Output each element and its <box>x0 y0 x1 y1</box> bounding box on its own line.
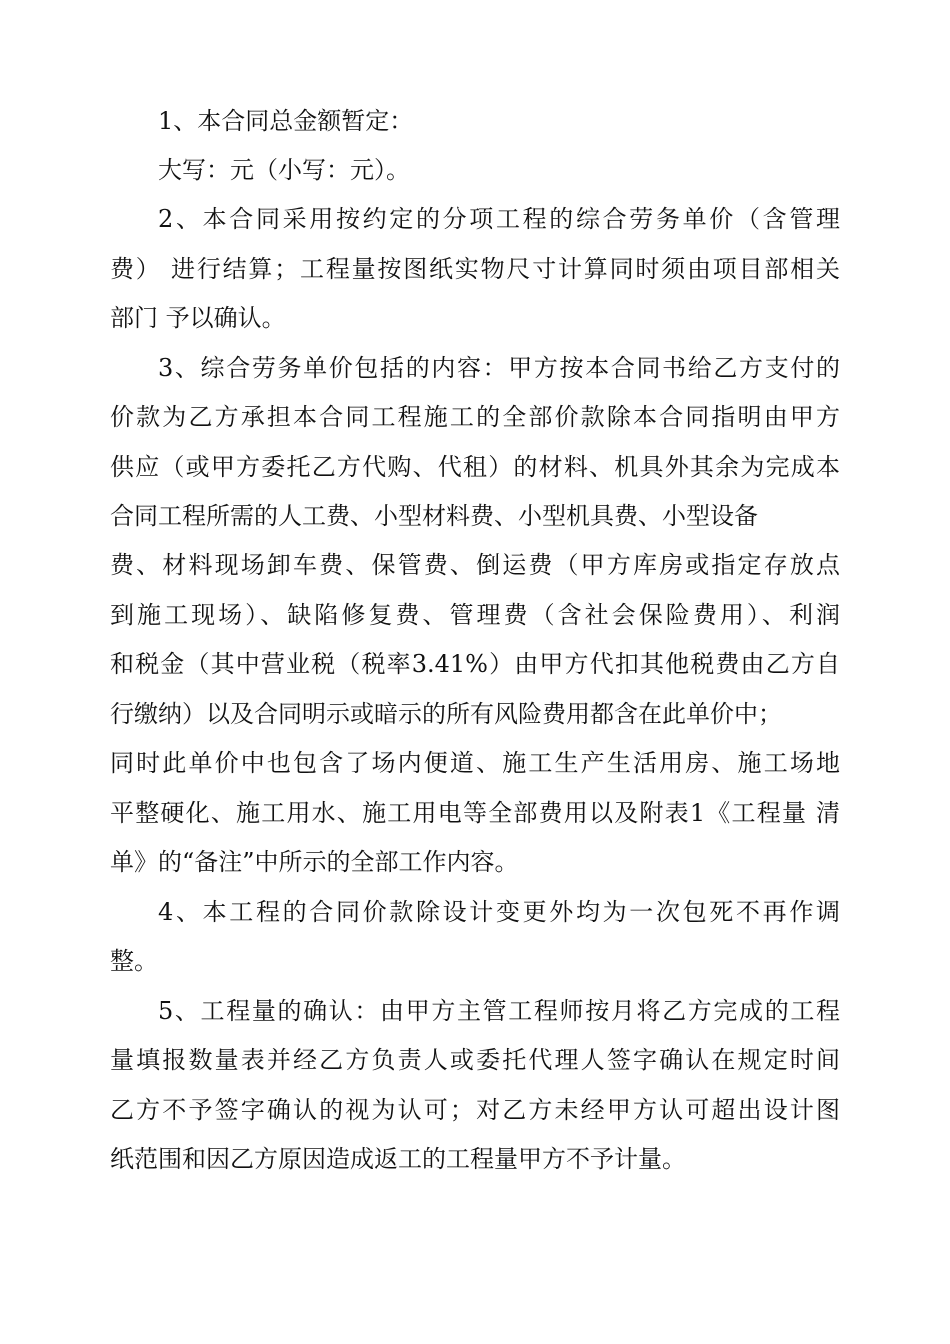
item-3-line-6: 到施工现场）、缺陷修复费、管理费（含社会保险费用）、利润 <box>110 601 840 629</box>
item-5-line-4: 纸范围和因乙方原因造成返工的工程量甲方不予计量。 <box>110 1145 686 1173</box>
item-3-line-5: 费、材料现场卸车费、保管费、倒运费（甲方库房或指定存放点 <box>110 551 840 579</box>
item-4-line-2: 整。 <box>110 947 158 975</box>
item-2-line-3: 部门 予以确认。 <box>110 304 286 332</box>
item-1-total-amount: 1、本合同总金额暂定： <box>158 107 414 135</box>
item-3-line-9: 同时此单价中也包含了场内便道、施工生产生活用房、施工场地 <box>110 749 840 777</box>
item-3-line-10: 平整硬化、施工用水、施工用电等全部费用以及附表1《工程量 清 <box>110 799 840 827</box>
item-3-line-1: 3、综合劳务单价包括的内容：甲方按本合同书给乙方支付的 <box>158 354 840 382</box>
item-3-line-3: 供应（或甲方委托乙方代购、代租）的材料、机具外其余为完成本 <box>110 453 840 481</box>
amount-in-words-line: 大写：元（小写：元）。 <box>158 156 410 184</box>
item-3-line-11: 单》的“备注”中所示的全部工作内容。 <box>110 848 519 876</box>
item-3-line-4: 合同工程所需的人工费、小型材料费、小型机具费、小型设备 <box>110 502 758 530</box>
item-5-line-3: 乙方不予签字确认的视为认可；对乙方未经甲方认可超出设计图 <box>110 1096 840 1124</box>
item-2-line-2: 费） 进行结算；工程量按图纸实物尺寸计算同时须由项目部相关 <box>110 255 840 283</box>
item-4-line-1: 4、本工程的合同价款除设计变更外均为一次包死不再作调 <box>158 898 840 926</box>
item-3-line-8: 行缴纳）以及合同明示或暗示的所有风险费用都含在此单价中； <box>110 700 782 728</box>
item-3-line-2: 价款为乙方承担本合同工程施工的全部价款除本合同指明由甲方 <box>110 403 840 431</box>
item-5-line-1: 5、工程量的确认：由甲方主管工程师按月将乙方完成的工程 <box>158 997 840 1025</box>
item-3-line-7: 和税金（其中营业税（税率3.41%）由甲方代扣其他税费由乙方自 <box>110 650 840 678</box>
item-2-line-1: 2、本合同采用按约定的分项工程的综合劳务单价（含管理 <box>158 205 840 233</box>
item-5-line-2: 量填报数量表并经乙方负责人或委托代理人签字确认在规定时间 <box>110 1046 840 1074</box>
